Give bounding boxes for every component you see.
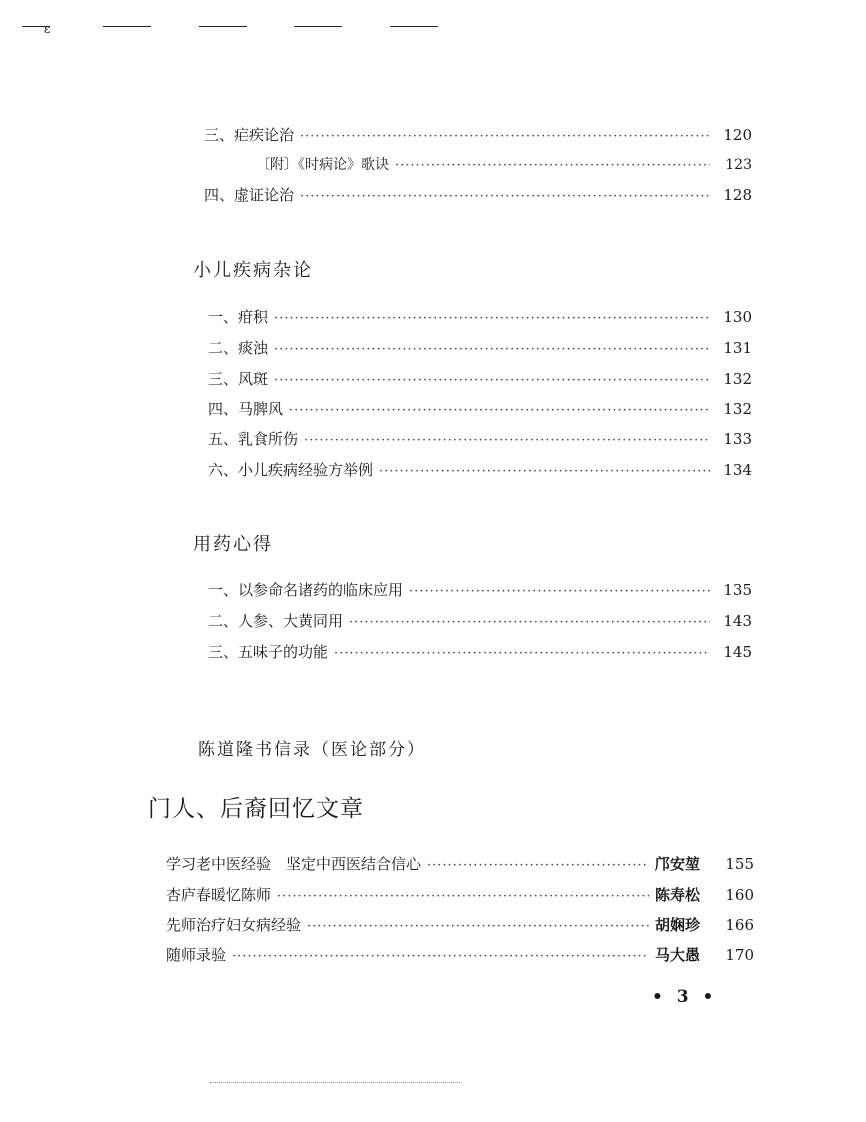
entry-title: 六、小儿疾病经验方举例 <box>208 461 374 479</box>
leader-dots <box>409 584 710 599</box>
leader-dots <box>379 464 710 479</box>
leader-dots <box>277 889 649 904</box>
entry-title: 先师治疗妇女病经验 <box>166 916 302 934</box>
entry-page: 132 <box>723 400 752 418</box>
leader-dots <box>289 403 710 418</box>
header-mark: ε <box>44 22 51 36</box>
section-heading: 小儿疾病杂论 <box>193 260 313 281</box>
entry-title: 三、风斑 <box>208 370 269 388</box>
leader-dots <box>334 646 710 661</box>
entry-author: 胡娴珍 <box>654 916 700 934</box>
header-rule <box>390 26 438 27</box>
entry-author: 邝安堃 <box>654 855 700 873</box>
toc-entry <box>204 184 752 205</box>
entry-title: 三、五味子的功能 <box>208 643 329 661</box>
toc-entry <box>208 459 752 480</box>
leader-dots <box>395 158 710 173</box>
entry-title: 学习老中医经验 坚定中西医结合信心 <box>166 855 422 873</box>
entry-title: 随师录验 <box>166 946 227 964</box>
toc-entry <box>256 154 752 174</box>
entry-title: 二、痰浊 <box>208 339 269 357</box>
toc-entry <box>208 428 752 449</box>
header-rule <box>294 26 342 27</box>
entry-page: 155 <box>725 855 754 873</box>
section-heading: 陈道隆书信录（医论部分） <box>198 740 426 760</box>
leader-dots <box>304 433 710 448</box>
scan-artifact <box>210 1082 460 1083</box>
entry-title: 〔附〕《时病论》歌诀 <box>256 157 389 173</box>
entry-page: 145 <box>723 643 752 661</box>
entry-title: 杏庐春暖忆陈师 <box>166 886 272 904</box>
toc-entry <box>166 914 754 935</box>
toc-entry <box>166 884 754 905</box>
leader-dots <box>307 919 649 934</box>
entry-page: 132 <box>723 370 752 388</box>
leader-dots <box>427 858 649 873</box>
entry-page: 134 <box>723 461 752 479</box>
entry-title: 三、疟疾论治 <box>204 126 295 144</box>
toc-entry <box>208 398 752 419</box>
leader-dots <box>300 189 710 204</box>
page-number: • 3 • <box>652 987 718 1007</box>
entry-author: 陈寿松 <box>654 886 700 904</box>
leader-dots <box>349 615 710 630</box>
chapter-heading: 门人、后裔回忆文章 <box>148 796 364 822</box>
header-rule <box>103 26 151 27</box>
entry-page: 131 <box>723 339 752 357</box>
entry-title: 四、虚证论治 <box>204 186 295 204</box>
entry-page: 133 <box>723 430 752 448</box>
entry-page: 143 <box>723 612 752 630</box>
leader-dots <box>274 311 710 326</box>
toc-entry <box>208 579 752 600</box>
entry-page: 123 <box>725 157 752 173</box>
header-rule <box>199 26 247 27</box>
entry-page: 166 <box>725 916 754 934</box>
toc-entry <box>208 610 752 631</box>
entry-title: 四、马脾风 <box>208 400 284 418</box>
section-heading: 用药心得 <box>193 534 273 555</box>
toc-entry <box>208 368 752 389</box>
entry-title: 二、人参、大黄同用 <box>208 612 344 630</box>
toc-entry <box>208 641 752 662</box>
toc-entry <box>204 124 752 145</box>
toc-entry <box>208 337 752 358</box>
toc-entry <box>166 853 754 874</box>
entry-title: 一、疳积 <box>208 308 269 326</box>
entry-page: 120 <box>723 126 752 144</box>
entry-page: 135 <box>723 581 752 599</box>
leader-dots <box>232 949 649 964</box>
leader-dots <box>274 373 710 388</box>
entry-page: 170 <box>725 946 754 964</box>
toc-entry <box>208 306 752 327</box>
entry-title: 五、乳食所伤 <box>208 430 299 448</box>
leader-dots <box>274 342 710 357</box>
toc-entry <box>166 944 754 965</box>
entry-author: 马大愚 <box>654 946 700 964</box>
entry-page: 128 <box>723 186 752 204</box>
entry-title: 一、以参命名诸药的临床应用 <box>208 581 404 599</box>
leader-dots <box>300 129 710 144</box>
entry-page: 130 <box>723 308 752 326</box>
entry-page: 160 <box>725 886 754 904</box>
